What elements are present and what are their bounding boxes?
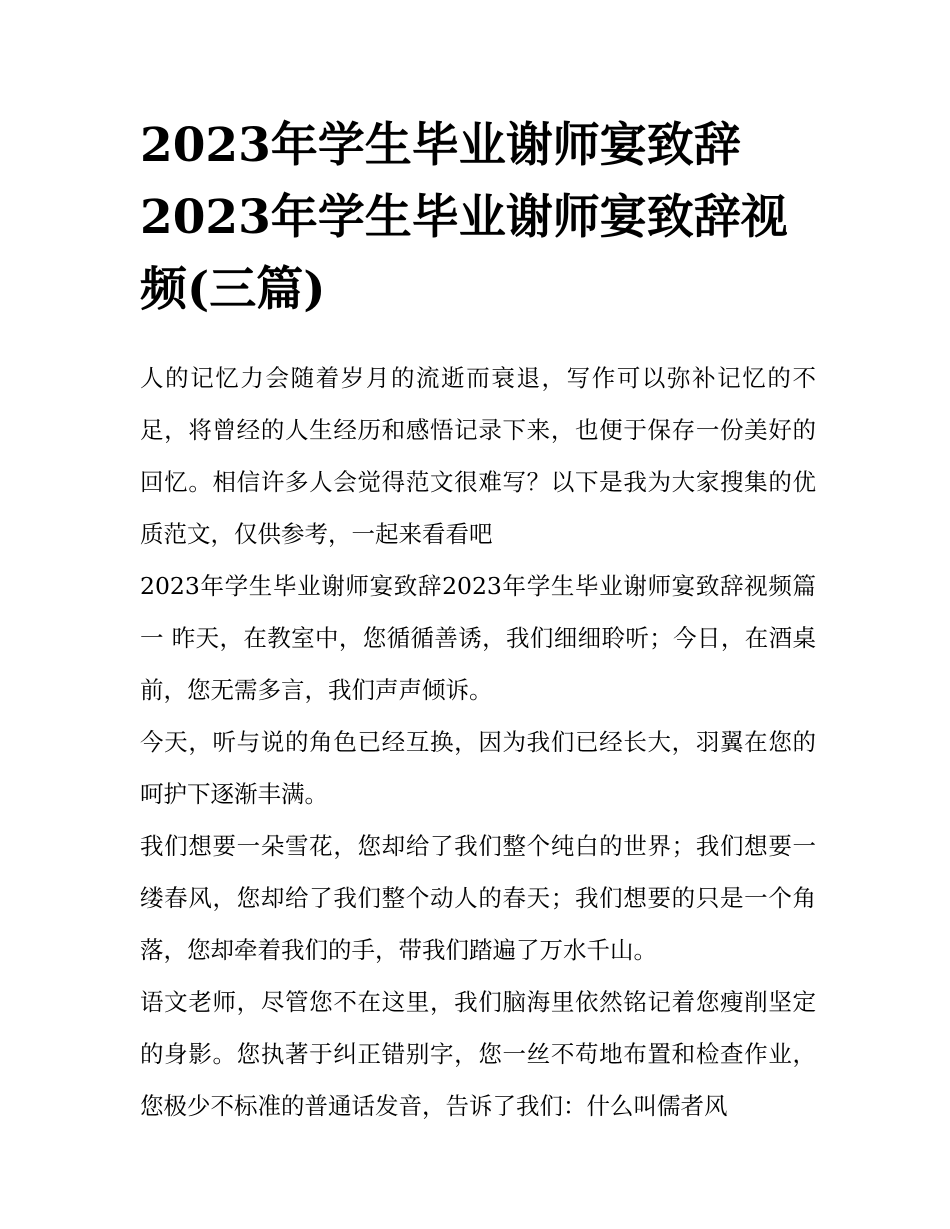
document-title: 2023年学生毕业谢师宴致辞2023年学生毕业谢师宴致辞视频(三篇): [140, 118, 788, 317]
paragraph: 人的记忆力会随着岁月的流逝而衰退，写作可以弥补记忆的不足，将曾经的人生经历和感悟记录下来，也便于保存一份美好的回忆。相信许多人会觉得范文很难写？以下是我为大家搜集的优质范文，仅供参考，一起来看看吧: [140, 364, 816, 548]
paragraph: 2023年学生毕业谢师宴致辞2023年学生毕业谢师宴致辞视频篇一 昨天，在教室中，您循循善诱，我们细细聆听；今日，在酒桌前，您无需多言，我们声声倾诉。: [140, 572, 816, 704]
paragraph: 语文老师，尽管您不在这里，我们脑海里依然铭记着您瘦削坚定的身影。您执著于纠正错别字，您一丝不苟地布置和检查作业，您极少不标准的普通话发音，告诉了我们：什么叫儒者风: [140, 988, 816, 1120]
paragraph: 今天，听与说的角色已经互换，因为我们已经长大，羽翼在您的呵护下逐渐丰满。: [140, 728, 816, 808]
paragraph: 我们想要一朵雪花，您却给了我们整个纯白的世界；我们想要一缕春风，您却给了我们整个动人的春天；我们想要的只是一个角落，您却牵着我们的手，带我们踏遍了万水千山。: [140, 832, 816, 964]
document-body: [140, 352, 816, 1132]
